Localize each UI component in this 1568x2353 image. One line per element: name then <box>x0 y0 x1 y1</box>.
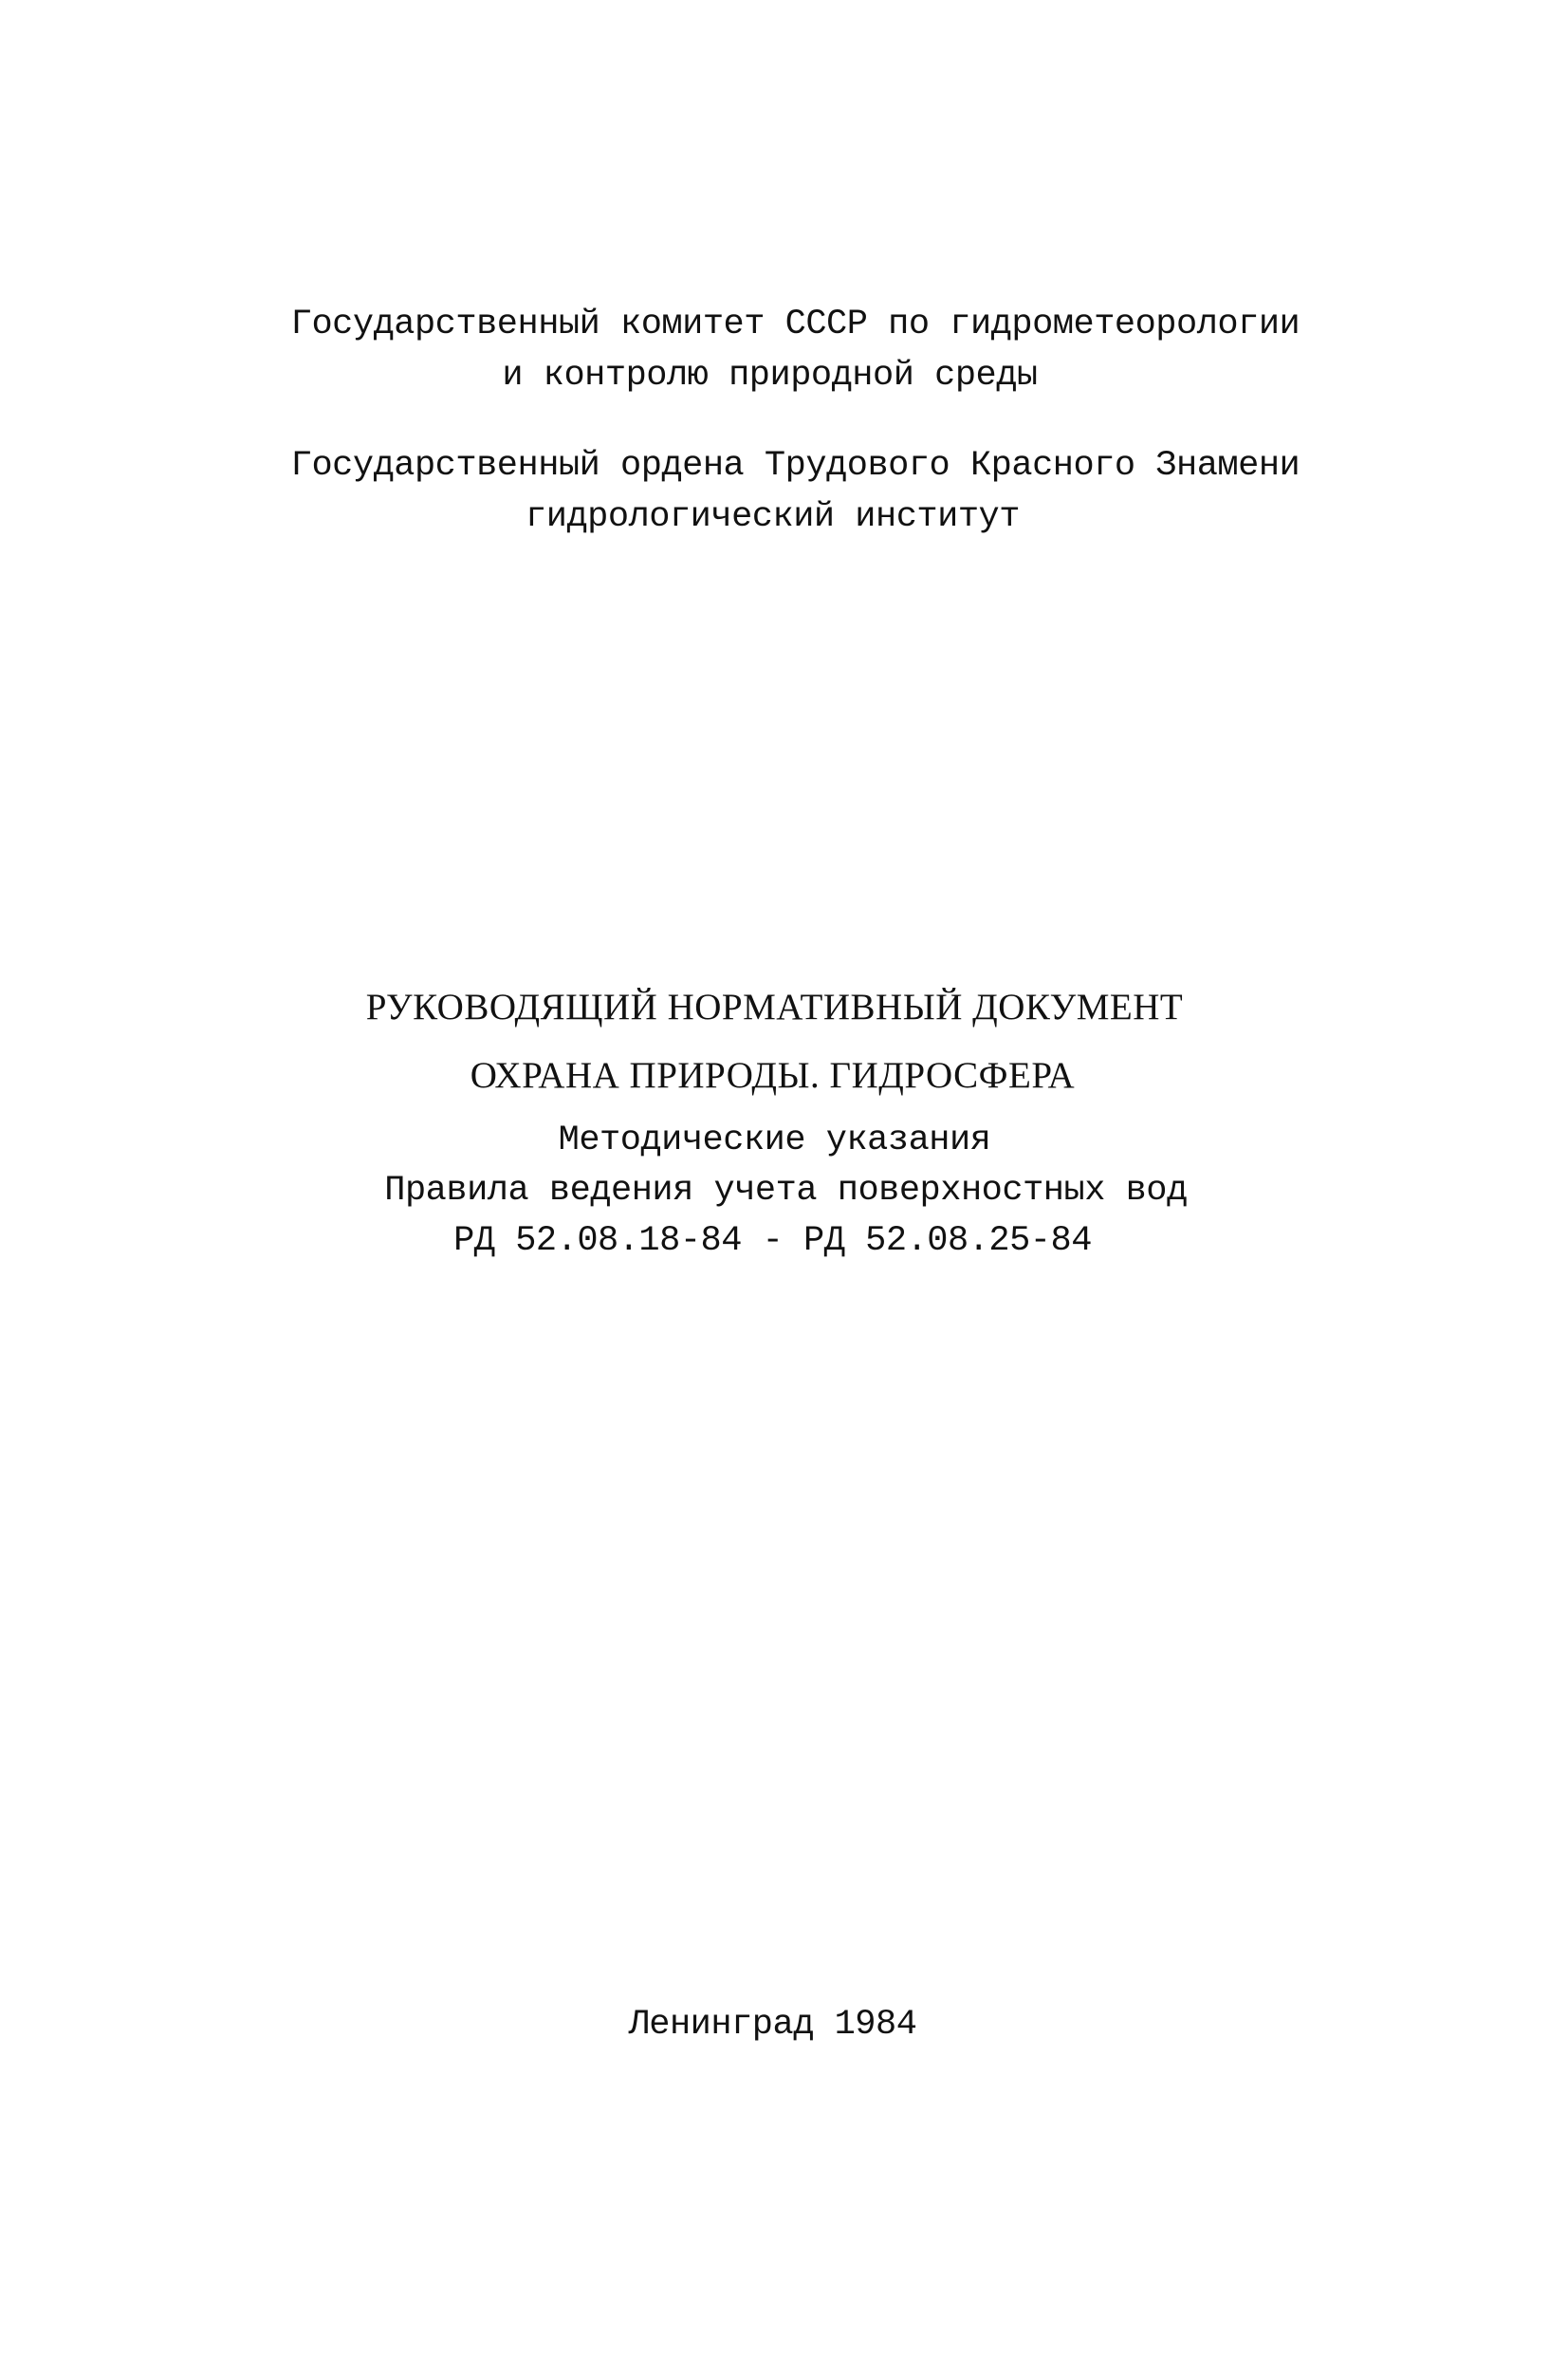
document-codes: РД 52.08.18-84 - РД 52.08.25-84 <box>453 1221 1092 1261</box>
document-type: РУКОВОДЯЩИЙ НОРМАТИВНЫЙ ДОКУМЕНТ <box>365 987 1184 1028</box>
committee-line-2: и контролю природной среды <box>502 356 1038 396</box>
document-subject: ОХРАНА ПРИРОДЫ. ГИДРОСФЕРА <box>470 1055 1076 1096</box>
institute-line-1: Государственный ордена Трудового Красного Знамени <box>290 446 1301 486</box>
document-kind: Методические указания <box>558 1121 991 1160</box>
committee-line-1: Государственный комитет СССР по гидрометеорологии <box>290 305 1301 344</box>
place-and-year: Ленинград 1984 <box>628 2005 917 2045</box>
institute-line-2: гидрологический институт <box>526 497 1020 537</box>
document-title: Правила ведения учета поверхностных вод <box>384 1171 1188 1211</box>
